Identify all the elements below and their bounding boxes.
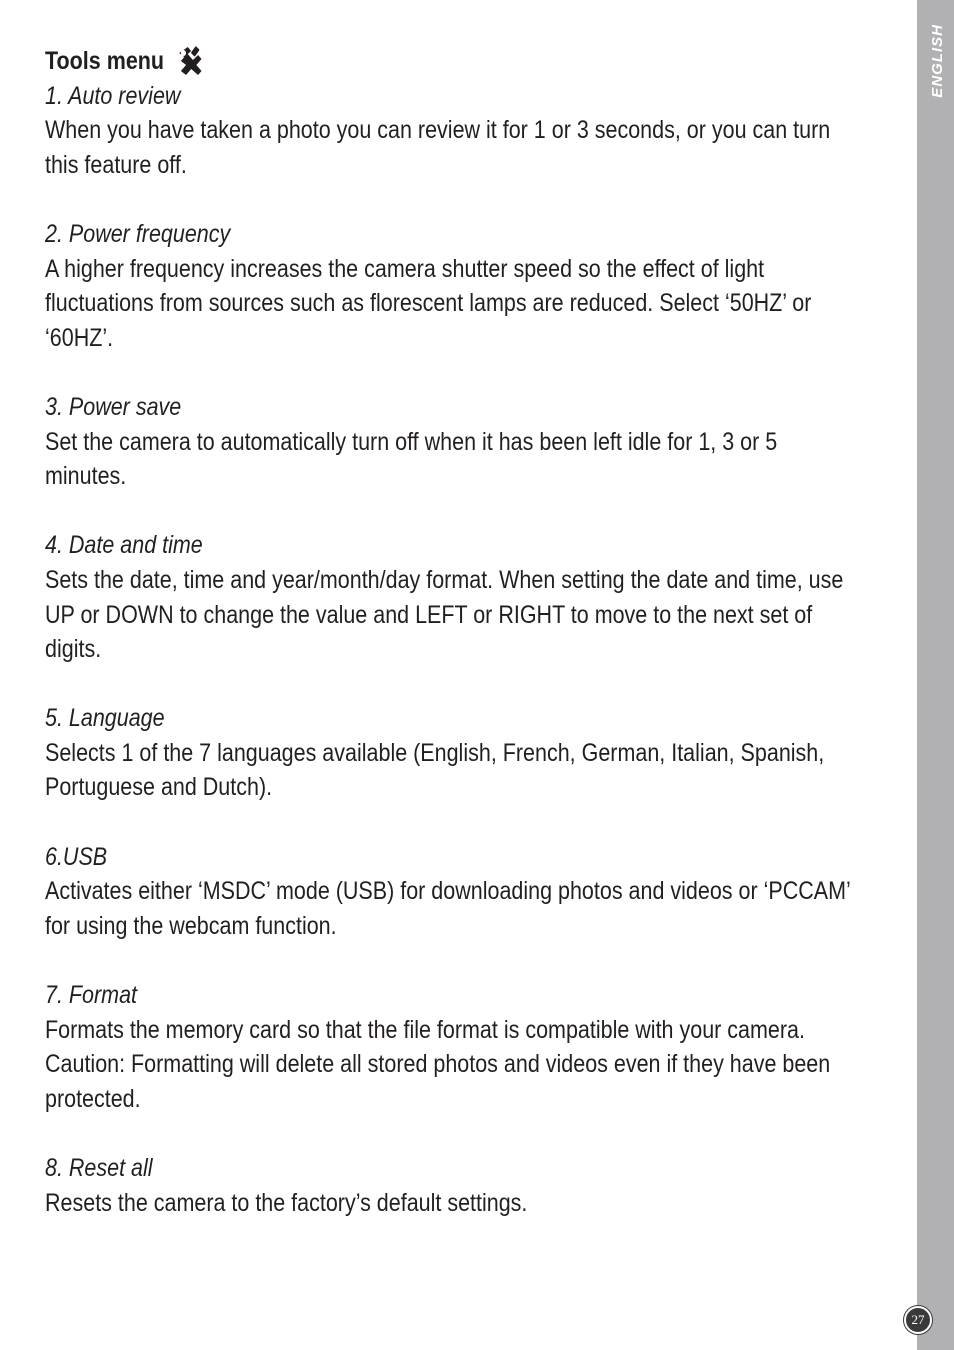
page-content — [45, 44, 851, 1220]
section-title: 3. Power save — [45, 392, 182, 421]
section-body-line: Activates either ‘MSDC’ mode (USB) for downloading photos and videos or ‘PCCAM’ — [45, 877, 851, 906]
section — [45, 390, 914, 494]
section-title: 8. Reset all — [45, 1154, 153, 1182]
section-title: 4. Date and time — [45, 531, 203, 560]
section — [45, 1151, 914, 1220]
side-strip — [917, 0, 954, 1350]
section-body-line: fluctuations from sources such as florescent lamps are reduced. Select ‘50HZ’ or — [45, 289, 812, 318]
section-gap — [45, 805, 914, 840]
section — [45, 840, 914, 944]
section — [45, 701, 914, 805]
section-title: 1. Auto review — [45, 81, 181, 110]
tools-icon — [176, 45, 205, 77]
section-body-line: Set the camera to automatically turn off when it has been left idle for 1, 3 or 5 — [45, 427, 778, 456]
section-body-line: for using the webcam function. — [45, 911, 337, 940]
section-body-line: Portuguese and Dutch). — [45, 773, 273, 802]
section-body-line: this feature off. — [45, 150, 187, 179]
section-body-line: When you have taken a photo you can review it for 1 or 3 seconds, or you can turn — [45, 116, 831, 145]
page-number: 27 — [904, 1306, 932, 1334]
section-body-line: minutes. — [45, 462, 127, 491]
section-title: 6.USB — [45, 842, 108, 871]
section-gap — [45, 943, 914, 978]
section-body-line: Formats the memory card so that the file format is compatible with your camera. — [45, 1015, 805, 1044]
section-body-line: Sets the date, time and year/month/day format. When setting the date and time, use — [45, 565, 844, 594]
section-gap — [45, 355, 914, 390]
section — [45, 217, 914, 355]
section-body-line: ‘60HZ’. — [45, 323, 114, 352]
section-body-line: A higher frequency increases the camera shutter speed so the effect of light — [45, 254, 765, 283]
section-gap — [45, 182, 914, 217]
section — [45, 79, 914, 183]
section-title: 7. Format — [45, 981, 138, 1010]
section-body-line: UP or DOWN to change the value and LEFT or RIGHT to move to the next set of — [45, 600, 813, 629]
section-body-line: Caution: Formatting will delete all stored photos and videos even if they have been — [45, 1050, 831, 1079]
section-gap — [45, 667, 914, 702]
section — [45, 978, 914, 1116]
section-title: 5. Language — [45, 704, 165, 733]
section-body-line: Selects 1 of the 7 languages available (English, French, German, Italian, Spanish, — [45, 738, 825, 767]
section-body-line: Resets the camera to the factory’s default settings. — [45, 1188, 528, 1217]
heading-text: Tools menu — [45, 47, 165, 75]
section-body-line: protected. — [45, 1084, 141, 1113]
section — [45, 528, 914, 666]
section-body-line: digits. — [45, 635, 102, 664]
language-tab-label: ENGLISH — [929, 24, 946, 98]
sections-list — [45, 79, 914, 1221]
section-gap — [45, 494, 914, 529]
section-title: 2. Power frequency — [45, 219, 231, 248]
section-heading — [45, 44, 914, 79]
section-gap — [45, 1116, 914, 1151]
